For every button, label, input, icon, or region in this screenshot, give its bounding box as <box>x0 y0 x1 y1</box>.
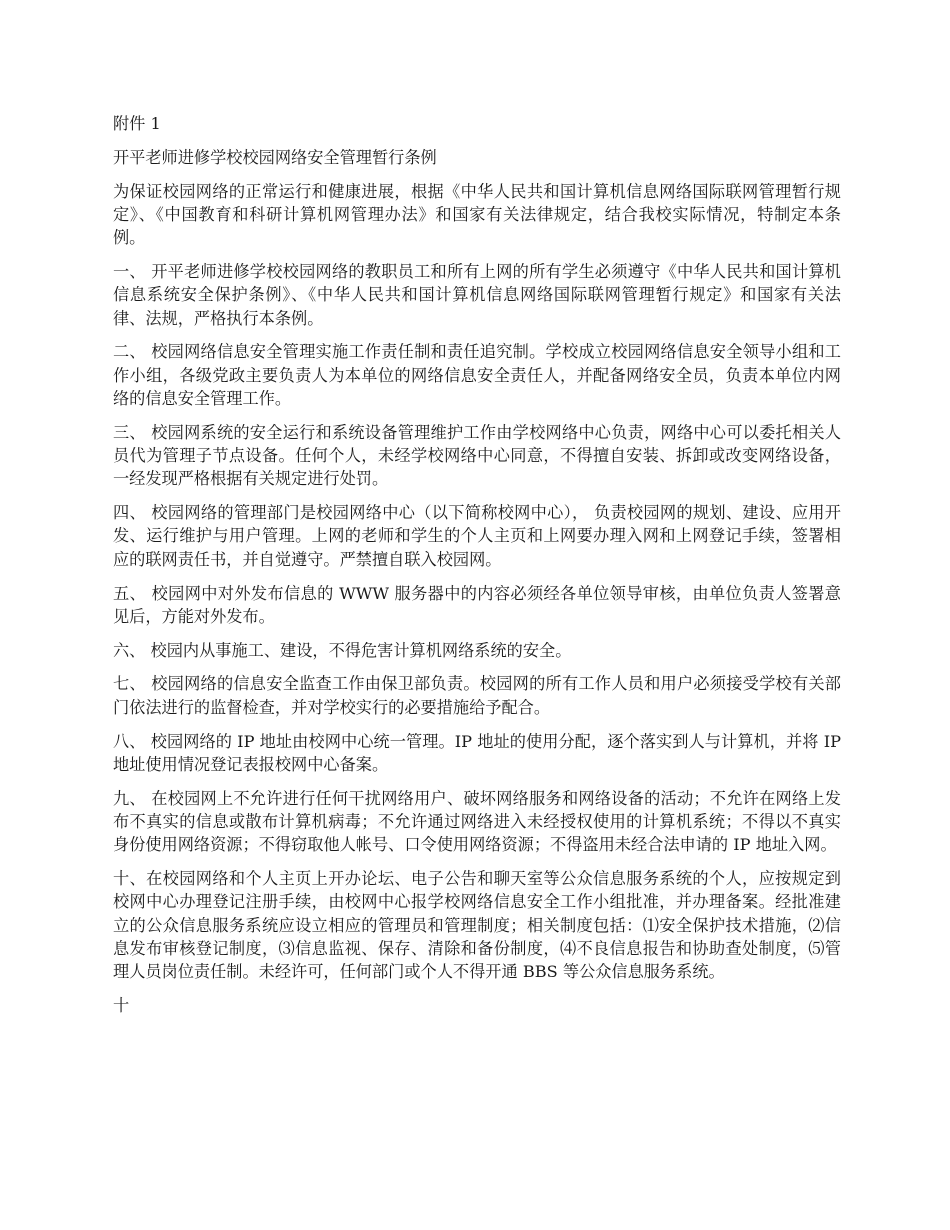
document-page <box>113 112 841 1028</box>
paragraph-article-11-fragment: 十 <box>113 996 130 1015</box>
paragraph-article-10: 十、在校园网络和个人主页上开办论坛、电子公告和聊天室等公众信息服务系统的个人，应按规定到校网中心办理登记注册手续，由校网中心报学校网络信息安全工作小组批准，并办理备案。经批准建立的公众信息服务系统应设立相应的管理员和管理制度；相关制度包括：⑴安全保护技术措施，⑵信息发布审核登记制度，⑶信息监视、保存、清除和备份制度，⑷不良信息报告和协助查处制度，⑸管理人员岗位责任制。未经许可，任何部门或个人不得开通 BBS 等公众信息服务系统。 <box>113 869 841 982</box>
paragraph-article-8: 八、 校园网络的 IP 地址由校网中心统一管理。IP 地址的使用分配，逐个落实到人与计算机，并将 IP 地址使用情况登记表报校网中心备案。 <box>113 731 841 774</box>
paragraph-article-1: 一、 开平老师进修学校校园网络的教职员工和所有上网的所有学生必须遵守《中华人民共和国计算机信息系统安全保护条例》、《中华人民共和国计算机信息网络国际联网管理暂行规定》和国家有关法律、法规，严格执行本条例。 <box>113 261 841 328</box>
paragraph-preamble: 为保证校园网络的正常运行和健康进展，根据《中华人民共和国计算机信息网络国际联网管理暂行规定》、《中国教育和科研计算机网管理办法》和国家有关法律规定，结合我校实际情况，特制定本条例。 <box>113 181 841 248</box>
attachment-label: 附件 1 <box>113 114 161 133</box>
paragraph-article-5: 五、 校园网中对外发布信息的 WWW 服务器中的内容必须经各单位领导审核，由单位负责人签署意见后，方能对外发布。 <box>113 583 841 626</box>
paragraph-article-9: 九、 在校园网上不允许进行任何干扰网络用户、破坏网络服务和网络设备的活动；不允许在网络上发布不真实的信息或散布计算机病毒；不允许通过网络进入未经授权使用的计算机系统；不得以不真实身份使用网络资源；不得窃取他人帐号、口令使用网络资源；不得盗用未经合法申请的 IP 地址入网。 <box>113 788 841 855</box>
paragraph-article-3: 三、 校园网系统的安全运行和系统设备管理维护工作由学校网络中心负责，网络中心可以委托相关人员代为管理子节点设备。任何个人，未经学校网络中心同意，不得擅自安装、拆卸或改变网络设备，一经发现严格根据有关规定进行处罚。 <box>113 422 841 489</box>
paragraph-article-4: 四、 校园网络的管理部门是校园网络中心（以下简称校网中心）， 负责校园网的规划、建设、应用开发、运行维护与用户管理。上网的老师和学生的个人主页和上网要办理入网和上网登记手续，签署相应的联网责任书，并自觉遵守。严禁擅自联入校园网。 <box>113 503 841 569</box>
document-title: 开平老师进修学校校园网络安全管理暂行条例 <box>113 147 437 167</box>
paragraph-article-2: 二、 校园网络信息安全管理实施工作责任制和责任追究制。学校成立校园网络信息安全领导小组和工作小组，各级党政主要负责人为本单位的网络信息安全责任人，并配备网络安全员，负责本单位内网络的信息安全管理工作。 <box>113 342 841 408</box>
paragraph-article-6: 六、 校园内从事施工、建设，不得危害计算机网络系统的安全。 <box>113 640 572 660</box>
paragraph-article-7: 七、 校园网络的信息安全监查工作由保卫部负责。校园网的所有工作人员和用户必须接受学校有关部门依法进行的监督检查，并对学校实行的必要措施给予配合。 <box>113 674 841 717</box>
